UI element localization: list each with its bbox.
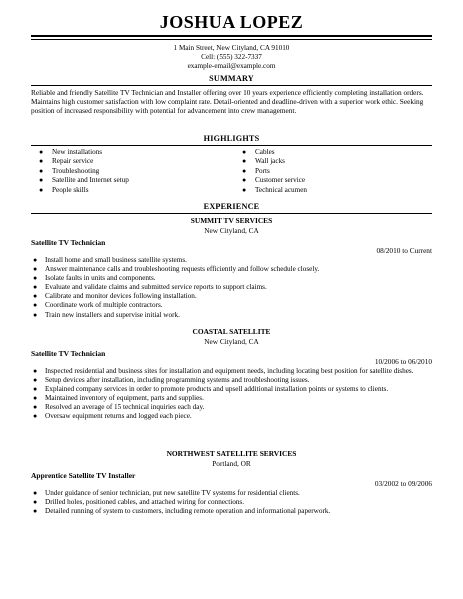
list-item: ● Coordinate work of multiple contractors. — [33, 301, 163, 310]
bullet-icon: ● — [33, 498, 38, 507]
bullet-icon: ● — [33, 403, 38, 412]
job-location: Portland, OR — [212, 459, 251, 468]
bullet-icon: ● — [242, 176, 247, 185]
list-item: ● Repair service — [39, 157, 94, 166]
list-item: ● Drilled holes, positioned cables, and attached wiring for connections. — [33, 498, 244, 507]
list-item: ● Calibrate and monitor devices following installation. — [33, 292, 197, 301]
job-company: NORTHWEST SATELLITE SERVICES — [166, 449, 297, 458]
bullet-icon: ● — [33, 256, 38, 264]
job-duties-list — [31, 256, 433, 320]
list-item: ● Inspected residential and business sites for installation and equipment needs, including locating best position for satellite dishes. — [33, 367, 414, 375]
experience-rule — [31, 213, 432, 214]
job-title: Satellite TV Technician — [31, 238, 106, 247]
bullet-icon: ● — [33, 376, 38, 385]
job-location: New Cityland, CA — [204, 226, 259, 235]
list-item: ● Detailed running of system to customers, including remote operation and informational paperwork. — [33, 507, 331, 516]
bullet-icon: ● — [33, 385, 38, 394]
bullet-icon: ● — [33, 310, 38, 319]
job-dates: 10/2006 to 06/2010 — [374, 357, 432, 366]
bullet-icon: ● — [39, 157, 44, 166]
list-item: ● Setup devices after installation, including programming systems and troubleshooting issues. — [33, 376, 310, 385]
bullet-icon: ● — [39, 148, 44, 156]
bullet-icon: ● — [39, 185, 44, 194]
list-item: ● Explained company services in order to promote products and upsell additional installation points or systems to clients. — [33, 385, 389, 394]
job-duties-list — [31, 489, 433, 516]
job-duties-list — [31, 367, 433, 422]
list-item: ● Satellite and Internet setup — [39, 176, 129, 185]
header-rule-thin — [31, 39, 432, 40]
bullet-icon: ● — [33, 265, 38, 274]
job-location: New Cityland, CA — [204, 337, 259, 346]
bullet-icon: ● — [33, 507, 38, 516]
bullet-icon: ● — [33, 489, 38, 497]
bullet-icon: ● — [242, 166, 247, 175]
bullet-icon: ● — [39, 176, 44, 185]
list-item: ● Customer service — [242, 176, 306, 185]
bullet-icon: ● — [33, 283, 38, 292]
job-company: COASTAL SATELLITE — [192, 327, 271, 336]
experience-heading: EXPERIENCE — [203, 202, 260, 211]
highlights-left-list — [39, 148, 129, 195]
job-title: Apprentice Satellite TV Installer — [31, 471, 136, 480]
summary-text: Reliable and friendly Satellite TV Technician and Installer offering over 10 years experience efficiently completing installation orders. Maintains high customer satisfaction with low complaint rate. Detail-oriented and deadline-driven with a superior work ethic. Seeking position of increased responsibility with potential for advancement into crew management. — [31, 88, 424, 116]
list-item: ● Technical acumen — [242, 185, 307, 194]
contact-address: 1 Main Street, New Cityland, CA 91010 — [173, 44, 290, 52]
list-item: ● Evaluate and validate claims and submitted service reports to support claims. — [33, 283, 267, 292]
highlights-right-list — [242, 148, 307, 195]
job-dates: 08/2010 to Current — [376, 246, 432, 255]
job-company: SUMMIT TV SERVICES — [190, 216, 273, 225]
bullet-icon: ● — [33, 412, 38, 421]
list-item: ● Ports — [242, 166, 270, 175]
bullet-icon: ● — [242, 148, 247, 156]
list-item: ● Cables — [242, 148, 275, 156]
highlights-rule — [31, 145, 432, 146]
highlights-heading: HIGHLIGHTS — [203, 134, 260, 143]
job-dates: 03/2002 to 09/2006 — [374, 479, 432, 488]
bullet-icon: ● — [33, 367, 38, 375]
header-rule-thick — [31, 35, 432, 37]
summary-heading: SUMMARY — [209, 74, 254, 83]
bullet-icon: ● — [33, 292, 38, 301]
bullet-icon: ● — [33, 394, 38, 403]
list-item: ● Maintained inventory of equipment, parts and supplies. — [33, 394, 204, 403]
list-item: ● New installations — [39, 148, 103, 156]
summary-rule — [31, 85, 432, 86]
list-item: ● Under guidance of senior technician, put new satellite TV systems for residential clients. — [33, 489, 300, 497]
job-title: Satellite TV Technician — [31, 349, 106, 358]
bullet-icon: ● — [33, 274, 38, 283]
list-item: ● Resolved an average of 15 technical inquiries each day. — [33, 403, 205, 412]
contact-cell: Cell: (555) 322-7337 — [201, 53, 262, 61]
list-item: ● Troubleshooting — [39, 166, 100, 175]
list-item: ● Isolate faults in units and components. — [33, 274, 156, 283]
list-item: ● Install home and small business satellite systems. — [33, 256, 187, 264]
candidate-name: JOSHUA LOPEZ — [159, 12, 304, 32]
bullet-icon: ● — [242, 157, 247, 166]
bullet-icon: ● — [39, 166, 44, 175]
bullet-icon: ● — [33, 301, 38, 310]
bullet-icon: ● — [242, 185, 247, 194]
list-item: ● People skills — [39, 185, 89, 194]
list-item: ● Wall jacks — [242, 157, 285, 166]
list-item: ● Oversaw equipment returns and logged each piece. — [33, 412, 192, 421]
list-item: ● Answer maintenance calls and troubleshooting requests efficiently and follow schedule closely. — [33, 265, 320, 274]
list-item: ● Train new installers and supervise initial work. — [33, 310, 180, 319]
contact-email: example-email@example.com — [187, 62, 276, 70]
